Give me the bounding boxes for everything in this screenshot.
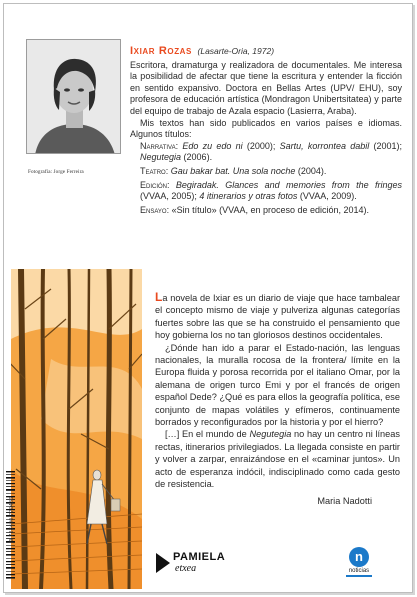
noticias-badge [339, 547, 379, 583]
publisher-logo [156, 549, 256, 579]
blurb-signature: Maria Nadotti [317, 495, 372, 506]
publisher-name: PAMIELA [173, 551, 226, 563]
author-origin: (Lasarte-Oria, 1972) [197, 46, 275, 56]
author-name: Ixiar Rozas [130, 45, 192, 57]
forest-illustration [11, 269, 142, 589]
author-bio [130, 46, 402, 216]
noticias-underline [346, 575, 372, 577]
back-cover [3, 3, 413, 593]
blurb-paragraph-2: ¿Dónde han ido a parar el Estado-nación, las lenguas nacionales, la muralla rocosa de la frontera/ límite en la Europa fluida y porosa recorrida por el italiano Omar, por la alemana de origen turco Emi y por el francés de origen español Dede? ¿Qué es para ellos la geografía política, ese conjunto de mapas volátiles y efímeros, continuamente borrados y reconfigurados por la historia y por el hierro? [155, 342, 400, 428]
bio-teatro: Teatro: Gau bakar bat. Una sola noche (2004). [140, 165, 327, 176]
author-photo [26, 39, 121, 154]
bio-texts-intro: Mis textos han sido publicados en varios países e idiomas. Algunos títulos: [130, 117, 402, 140]
bio-ensayo: Ensayo: «Sin título» (VVAA, en proceso de edición, 2014). [140, 204, 370, 215]
blurb-paragraph-3: […] En el mundo de Negutegia no hay un centro ni líneas rectas, itinerarios privilegiados. La llegada consiste en partir y volver a zarpar, enraizándose en el «caminar juntos». Un acto de esperanza indócil, indisciplinado como cada gesto de resistencia. [155, 429, 400, 490]
bio-narrativa: Narrativa: Edo zu edo ni (2000); Sartu, korrontea dabil (2001); Negutegia (2006). [140, 140, 402, 163]
noticias-label: noticias [348, 568, 370, 574]
bio-edicion: Edición: Begiradak. Glances and memories from the fringes (VVAA, 2005); 4 itinerarios y otras fotos (VVAA, 2009). [140, 179, 402, 202]
blurb-text [155, 291, 400, 507]
author-portrait-image [27, 40, 121, 154]
publisher-mark-icon [156, 553, 170, 573]
forest-walker-illustration [11, 269, 142, 589]
photo-credit: Fotografía: Jorge Ferreira [28, 169, 84, 175]
publisher-sub: etxea [175, 563, 197, 574]
barcode-number: 9 788490 770436 [9, 496, 15, 542]
blurb-paragraph-1: La novela de Ixiar es un diario de viaje que hace tambalear el concepto mismo de viaje y pulveriza algunas categorías fuertes sobre las que se ha construido el pensamiento que hoy gobierna los no tan gloriosos destinos occidentales. [155, 290, 400, 341]
author-heading [130, 46, 402, 58]
bio-intro: Escritora, dramaturga y realizadora de documentales. Me interesa la posibilidad de afectar que tiene la escritura y entender la ficción en sentido expansivo. Doctora en Bellas Artes (UPV/ EHU), soy profesora de educación artística (Mondragon Unibertsitatea) y parte del equipo de trabajo de Azala espacio (Lasierra, Araba). [130, 59, 402, 116]
noticias-n-icon: n [349, 547, 369, 567]
